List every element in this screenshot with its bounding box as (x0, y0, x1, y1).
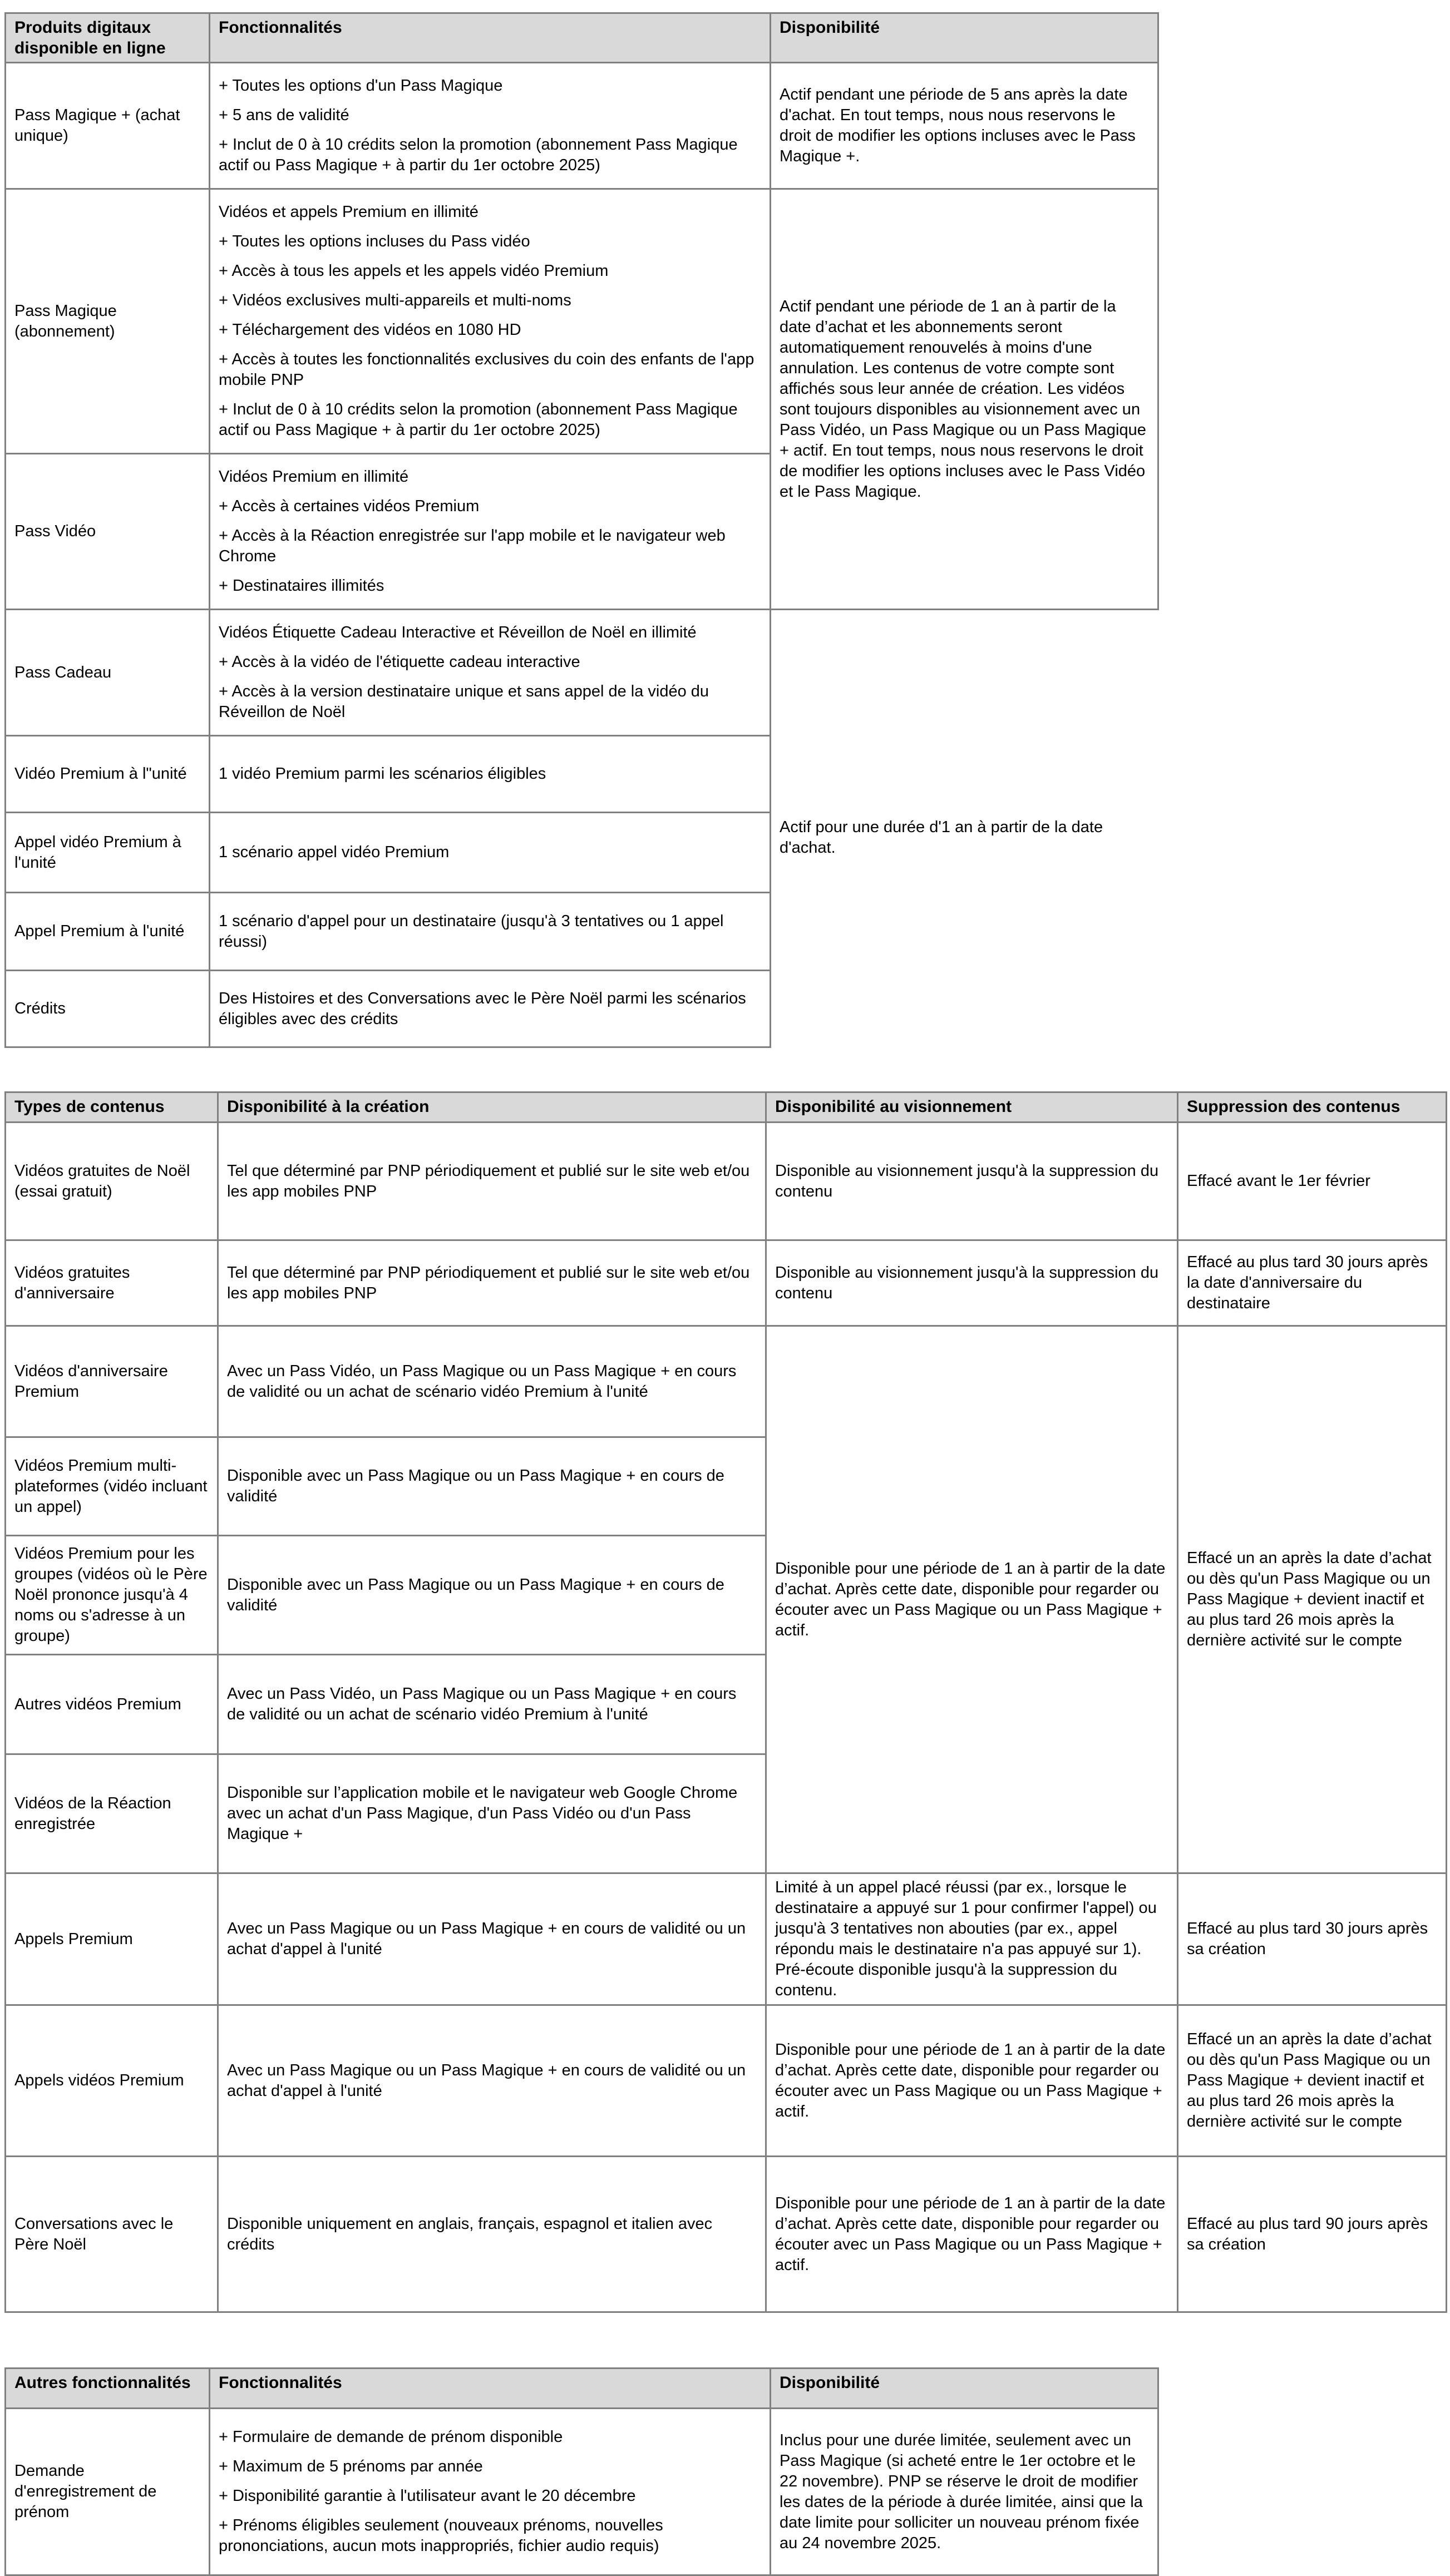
creation-availability: Avec un Pass Magique ou un Pass Magique + en cours de validité ou un achat d'appel à l'unité (218, 2005, 766, 2157)
feature-item: Des Histoires et des Conversations avec le Père Noël parmi les scénarios éligibles avec des crédits (219, 989, 746, 1028)
table-row (6, 1240, 1447, 1326)
feature-item: + Téléchargement des vidéos en 1080 HD (219, 321, 521, 339)
table-row (6, 2005, 1447, 2157)
viewing-availability: Disponible pour une période de 1 an à partir de la date d’achat. Après cette date, disponible pour regarder ou écouter avec un Pass Magique ou un Pass Magique + actif. (766, 2157, 1178, 2312)
feature-item: + Formulaire de demande de prénom disponible (219, 2428, 563, 2446)
product-features (210, 971, 771, 1047)
product-name: Crédits (6, 971, 210, 1047)
deletion-policy: Effacé au plus tard 30 jours après sa création (1178, 1873, 1447, 2005)
content-type: Vidéos gratuites d'anniversaire (6, 1240, 218, 1326)
product-features (210, 610, 771, 736)
creation-availability: Disponible avec un Pass Magique ou un Pass Magique + en cours de validité (218, 1437, 766, 1536)
product-features (210, 736, 771, 813)
header-autres-fonctionnalites: Autres fonctionnalités (6, 2369, 210, 2409)
feature-item: Vidéos Premium en illimité (219, 468, 409, 486)
feature-details (210, 2409, 771, 2575)
header-types-de-contenus: Types de contenus (6, 1092, 218, 1123)
creation-availability: Avec un Pass Magique ou un Pass Magique + en cours de validité ou un achat d'appel à l'unité (218, 1873, 766, 2005)
feature-item: Vidéos Étiquette Cadeau Interactive et Réveillon de Noël en illimité (219, 624, 697, 641)
table-row (6, 63, 1158, 189)
table-row (6, 1123, 1447, 1240)
feature-item: + Maximum de 5 prénoms par année (219, 2458, 483, 2475)
product-name: Appel vidéo Premium à l'unité (6, 813, 210, 893)
content-type: Appels Premium (6, 1873, 218, 2005)
content-types-header-row (6, 1092, 1447, 1123)
viewing-availability-merged: Disponible pour une période de 1 an à partir de la date d’achat. Après cette date, disponible pour regarder ou écouter avec un Pass Magique ou un Pass Magique + actif. (766, 1326, 1178, 1873)
feature-item: + Prénoms éligibles seulement (nouveaux prénoms, nouvelles prononciations, aucun mots inappropriés, fichier audio requis) (219, 2516, 663, 2555)
feature-item: 1 scénario d'appel pour un destinataire (jusqu'à 3 tentatives ou 1 appel réussi) (219, 912, 724, 951)
feature-item: + Accès à la Réaction enregistrée sur l'app mobile et le navigateur web Chrome (219, 527, 726, 565)
creation-availability: Avec un Pass Vidéo, un Pass Magique ou un Pass Magique + en cours de validité ou un achat de scénario vidéo Premium à l'unité (218, 1655, 766, 1754)
header-fonctionnalites: Fonctionnalités (210, 2369, 771, 2409)
table-row (6, 1326, 1447, 1437)
creation-availability: Tel que déterminé par PNP périodiquement et publié sur le site web et/ou les app mobiles PNP (218, 1240, 766, 1326)
product-features (210, 189, 771, 454)
header-disponibilite-creation: Disponibilité à la création (218, 1092, 766, 1123)
product-name: Pass Magique + (achat unique) (6, 63, 210, 189)
product-name: Pass Cadeau (6, 610, 210, 736)
product-name: Pass Magique (abonnement) (6, 189, 210, 454)
deletion-policy: Effacé avant le 1er février (1178, 1123, 1447, 1240)
availability-open-area (771, 610, 1158, 1047)
creation-availability: Disponible sur l’application mobile et le navigateur web Google Chrome avec un achat d'un Pass Magique, d'un Pass Vidéo ou d'un Pass Magique + (218, 1754, 766, 1873)
other-features-header-row (6, 2369, 1158, 2409)
product-features (210, 63, 771, 189)
product-availability-merged: Actif pendant une période de 1 an à partir de la date d’achat et les abonnements seront automatiquement renouvelés à moins d'une annulation. Les contenus de votre compte sont affichés sous leur année de création. Les vidéos sont toujours disponibles au visionnement avec un Pass Vidéo, un Pass Magique ou un Pass Magique + actif. En tout temps, nous nous reservons le droit de modifier les options incluses avec le Pass Vidéo et le Pass Magique. (771, 189, 1158, 610)
content-types-table (4, 1091, 1447, 2313)
table-row (6, 610, 1158, 736)
header-disponibilite: Disponibilité (771, 2369, 1158, 2409)
viewing-availability: Limité à un appel placé réussi (par ex., lorsque le destinataire a appuyé sur 1 pour confirmer l'appel) ou jusqu'à 3 tentatives non abouties (par ex., appel répondu mais le destinataire n'a pas appuyé sur 1). Pré-écoute disponible jusqu'à la suppression du contenu. (766, 1873, 1178, 2005)
feature-item: + Inclut de 0 à 10 crédits selon la promotion (abonnement Pass Magique actif ou Pass Magique + à partir du 1er octobre 2025) (219, 136, 738, 174)
product-features (210, 454, 771, 610)
deletion-policy: Effacé un an après la date d’achat ou dès qu'un Pass Magique ou un Pass Magique + devient inactif et au plus tard 26 mois après la dernière activité sur le compte (1178, 2005, 1447, 2157)
feature-item: + Accès à tous les appels et les appels vidéo Premium (219, 262, 609, 280)
feature-availability: Inclus pour une durée limitée, seulement avec un Pass Magique (si acheté entre le 1er octobre et le 22 novembre). PNP se réserve le droit de modifier les dates de la période à durée limitée, ainsi que la date limite pour solliciter un nouveau prénom fixée au 24 novembre 2025. (771, 2409, 1158, 2575)
feature-item: + Destinataires illimités (219, 577, 384, 595)
content-type: Vidéos gratuites de Noël (essai gratuit) (6, 1123, 218, 1240)
creation-availability: Disponible uniquement en anglais, français, espagnol et italien avec crédits (218, 2157, 766, 2312)
feature-item: 1 scénario appel vidéo Premium (219, 843, 450, 861)
feature-item: + Toutes les options incluses du Pass vidéo (219, 233, 530, 250)
table-row (6, 2409, 1158, 2575)
feature-item: + Accès à certaines vidéos Premium (219, 497, 480, 515)
table-row (6, 189, 1158, 454)
content-type: Vidéos Premium multi-plateformes (vidéo incluant un appel) (6, 1437, 218, 1536)
content-type: Autres vidéos Premium (6, 1655, 218, 1754)
other-features-table (4, 2367, 1159, 2576)
viewing-availability: Disponible pour une période de 1 an à partir de la date d’achat. Après cette date, disponible pour regarder ou écouter avec un Pass Magique ou un Pass Magique + actif. (766, 2005, 1178, 2157)
feature-item: Vidéos et appels Premium en illimité (219, 203, 479, 221)
header-disponibilite-visionnement: Disponibilité au visionnement (766, 1092, 1178, 1123)
header-disponibilite: Disponibilité (771, 13, 1158, 63)
content-type: Vidéos de la Réaction enregistrée (6, 1754, 218, 1873)
deletion-policy: Effacé au plus tard 30 jours après la date d'anniversaire du destinataire (1178, 1240, 1447, 1326)
feature-item: + Disponibilité garantie à l'utilisateur avant le 20 décembre (219, 2487, 636, 2505)
product-name: Pass Vidéo (6, 454, 210, 610)
deletion-policy: Effacé au plus tard 90 jours après sa création (1178, 2157, 1447, 2312)
product-features (210, 893, 771, 971)
feature-item: + 5 ans de validité (219, 106, 349, 124)
table-row (6, 2157, 1447, 2312)
deletion-policy-merged: Effacé un an après la date d’achat ou dès qu'un Pass Magique ou un Pass Magique + devient inactif et au plus tard 26 mois après la dernière activité sur le compte (1178, 1326, 1447, 1873)
header-fonctionnalites: Fonctionnalités (210, 13, 771, 63)
digital-products-table (4, 12, 1159, 1048)
feature-name: Demande d'enregistrement de prénom (6, 2409, 210, 2575)
creation-availability: Tel que déterminé par PNP périodiquement et publié sur le site web et/ou les app mobiles PNP (218, 1123, 766, 1240)
content-type: Vidéos Premium pour les groupes (vidéos où le Père Noël prononce jusqu'à 4 noms ou s'adresse à un groupe) (6, 1536, 218, 1655)
product-name: Appel Premium à l'unité (6, 893, 210, 971)
product-name: Vidéo Premium à l"unité (6, 736, 210, 813)
feature-item: + Vidéos exclusives multi-appareils et multi-noms (219, 291, 571, 309)
feature-item: + Inclut de 0 à 10 crédits selon la promotion (abonnement Pass Magique actif ou Pass Magique + à partir du 1er octobre 2025) (219, 401, 738, 439)
unit-availability-note: Actif pour une durée d'1 an à partir de la date d'achat. (780, 818, 1103, 857)
feature-item: 1 vidéo Premium parmi les scénarios éligibles (219, 765, 546, 783)
feature-item: + Accès à la version destinataire unique et sans appel de la vidéo du Réveillon de Noël (219, 683, 709, 721)
viewing-availability: Disponible au visionnement jusqu'à la suppression du contenu (766, 1240, 1178, 1326)
table-row (6, 1873, 1447, 2005)
feature-item: + Accès à toutes les fonctionnalités exclusives du coin des enfants de l'app mobile PNP (219, 350, 754, 389)
creation-availability: Avec un Pass Vidéo, un Pass Magique ou un Pass Magique + en cours de validité ou un achat de scénario vidéo Premium à l'unité (218, 1326, 766, 1437)
header-produits-digitaux: Produits digitaux disponible en ligne (6, 13, 210, 63)
feature-item: + Accès à la vidéo de l'étiquette cadeau interactive (219, 653, 580, 671)
content-type: Conversations avec le Père Noël (6, 2157, 218, 2312)
viewing-availability: Disponible au visionnement jusqu'à la suppression du contenu (766, 1123, 1178, 1240)
creation-availability: Disponible avec un Pass Magique ou un Pass Magique + en cours de validité (218, 1536, 766, 1655)
feature-item: + Toutes les options d'un Pass Magique (219, 77, 503, 95)
content-type: Appels vidéos Premium (6, 2005, 218, 2157)
product-features (210, 813, 771, 893)
header-suppression-contenus: Suppression des contenus (1178, 1092, 1447, 1123)
content-type: Vidéos d'anniversaire Premium (6, 1326, 218, 1437)
product-availability: Actif pendant une période de 5 ans après la date d'achat. En tout temps, nous nous reservons le droit de modifier les options incluses avec le Pass Magique +. (771, 63, 1158, 189)
digital-products-header-row (6, 13, 1158, 63)
